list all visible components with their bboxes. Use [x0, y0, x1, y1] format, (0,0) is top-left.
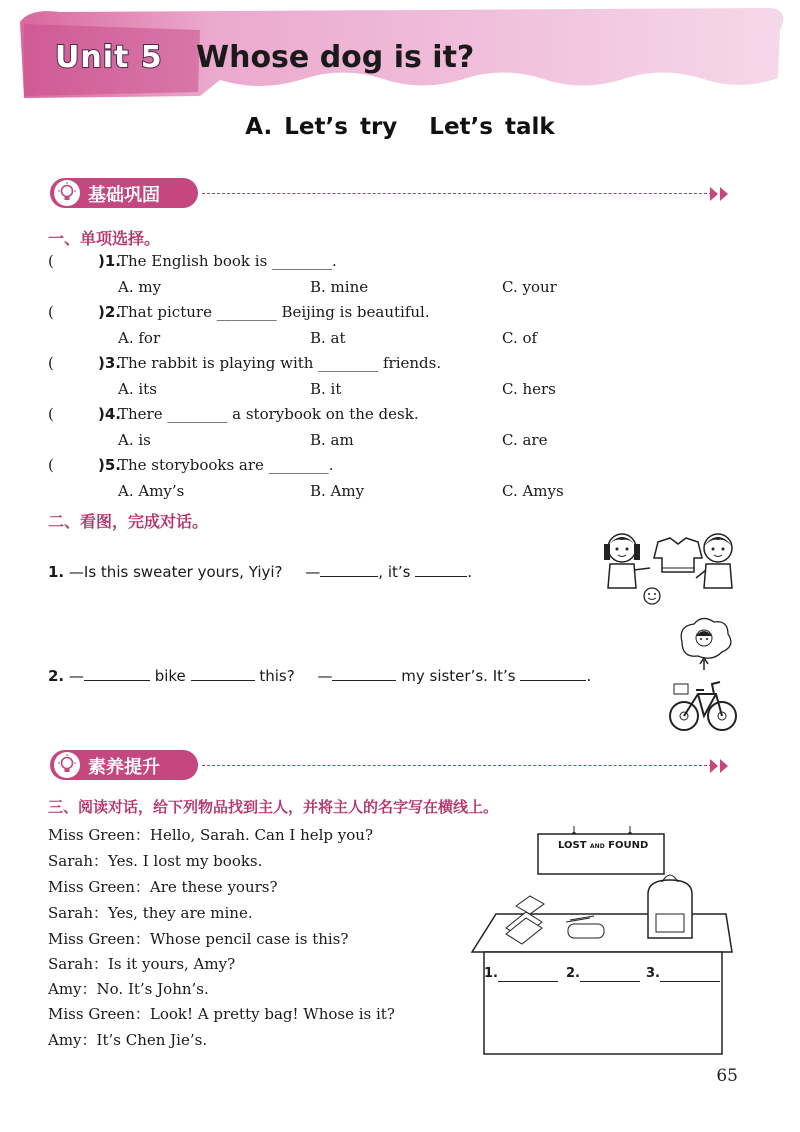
section-header-basic [50, 178, 740, 210]
sweater-illustration [596, 528, 746, 608]
section-label: 基础巩固 [88, 185, 160, 206]
answer-label-1: 1. [484, 966, 498, 981]
option-c[interactable]: C. Amys [502, 482, 564, 500]
page-number: 65 [716, 1066, 738, 1086]
question-text: That picture ________ Beijing is beautiful. [118, 303, 430, 321]
lesson-title-a: A. Let’s try [245, 114, 398, 140]
answer-paren[interactable]: ( [48, 405, 54, 423]
answer-paren[interactable]: ( [48, 456, 54, 474]
option-b[interactable]: B. it [310, 380, 342, 398]
answer-blank-2[interactable] [580, 980, 640, 982]
dialogue-2 [48, 666, 591, 685]
question-number: )4. [98, 405, 121, 423]
option-a[interactable]: A. my [118, 278, 162, 296]
answer-label-3: 3. [646, 966, 660, 981]
dialogue-line: Sarah：Is it yours, Amy? [48, 955, 236, 973]
section-header-improve [50, 750, 740, 782]
dialogue-word: my sister’s. It’s [401, 667, 516, 685]
dash: — [68, 667, 84, 685]
answer-blank[interactable] [84, 666, 150, 681]
option-b[interactable]: B. am [310, 431, 354, 449]
dialogue-text: , it’s [378, 563, 411, 581]
lightbulb-icon [54, 180, 80, 206]
answer-blank[interactable] [320, 562, 378, 577]
option-c[interactable]: C. are [502, 431, 548, 449]
question-number: )1. [98, 252, 121, 270]
sign-lost: LOST [558, 840, 587, 851]
answer-paren[interactable]: ( [48, 303, 54, 321]
lightbulb-icon [54, 752, 80, 778]
unit-title: Whose dog is it? [196, 40, 475, 75]
part3-heading: 三、阅读对话，给下列物品找到主人，并将主人的名字写在横线上。 [48, 798, 499, 816]
dialogue-line: Miss Green：Look! A pretty bag! Whose is it? [48, 1005, 395, 1023]
option-c[interactable]: C. of [502, 329, 538, 347]
dialogue-line: Sarah：Yes. I lost my books. [48, 852, 263, 870]
part2-heading: 二、看图，完成对话。 [48, 512, 209, 531]
option-a[interactable]: A. Amy’s [118, 482, 185, 500]
question-text: There ________ a storybook on the desk. [118, 405, 419, 423]
option-a[interactable]: A. is [118, 431, 151, 449]
sign-text [558, 840, 648, 851]
answer-blank[interactable] [520, 666, 586, 681]
answer-label-2: 2. [566, 966, 580, 981]
answer-paren[interactable]: ( [48, 252, 54, 270]
bike-illustration [664, 612, 744, 736]
dialogue-line: Miss Green：Hello, Sarah. Can I help you? [48, 826, 373, 844]
answer-blank[interactable] [191, 666, 255, 681]
section-divider [202, 193, 712, 194]
section-divider [202, 765, 712, 766]
sign-found: FOUND [608, 840, 649, 851]
answer-blank[interactable] [415, 562, 467, 577]
question-text: The storybooks are ________. [118, 456, 334, 474]
dialogue-word: this? [259, 667, 295, 685]
option-c[interactable]: C. hers [502, 380, 556, 398]
question-text: The English book is ________. [118, 252, 337, 270]
answer-blank[interactable] [332, 666, 396, 681]
lesson-title [0, 114, 800, 140]
section-label: 素养提升 [88, 757, 160, 778]
dialogue-word: bike [154, 667, 186, 685]
dialogue-end: . [467, 563, 473, 581]
section-pill [50, 750, 198, 780]
lost-and-found-illustration [470, 824, 740, 1056]
lesson-title-b: Let’s talk [429, 114, 555, 140]
option-b[interactable]: B. Amy [310, 482, 365, 500]
dialogue-line: Miss Green：Whose pencil case is this? [48, 930, 349, 948]
dialogue-question: —Is this sweater yours, Yiyi? [68, 563, 283, 581]
option-c[interactable]: C. your [502, 278, 557, 296]
dialogue-number: 1. [48, 563, 65, 581]
dash: — [317, 667, 333, 685]
option-b[interactable]: B. at [310, 329, 346, 347]
dialogue-line: Amy：It’s Chen Jie’s. [48, 1031, 208, 1049]
option-a[interactable]: A. its [118, 380, 157, 398]
question-number: )3. [98, 354, 121, 372]
dialogue-end: . [586, 667, 592, 685]
unit-banner [0, 0, 800, 110]
option-b[interactable]: B. mine [310, 278, 369, 296]
dialogue-line: Miss Green：Are these yours? [48, 878, 278, 896]
section-pill [50, 178, 198, 208]
dialogue-1 [48, 562, 472, 581]
dash: — [305, 563, 321, 581]
unit-number: Unit 5 [55, 40, 163, 75]
double-arrow-icon [710, 186, 734, 202]
question-number: )2. [98, 303, 121, 321]
answer-paren[interactable]: ( [48, 354, 54, 372]
dialogue-line: Sarah：Yes, they are mine. [48, 904, 253, 922]
answer-blank-3[interactable] [660, 980, 720, 982]
dialogue-line: Amy：No. It’s John’s. [48, 980, 209, 998]
sign-and: AND [590, 843, 605, 850]
question-number: )5. [98, 456, 121, 474]
double-arrow-icon [710, 758, 734, 774]
option-a[interactable]: A. for [118, 329, 161, 347]
question-text: The rabbit is playing with ________ friends. [118, 354, 442, 372]
answer-blank-1[interactable] [498, 980, 558, 982]
part1-heading: 一、单项选择。 [48, 229, 161, 248]
dialogue-number: 2. [48, 667, 65, 685]
